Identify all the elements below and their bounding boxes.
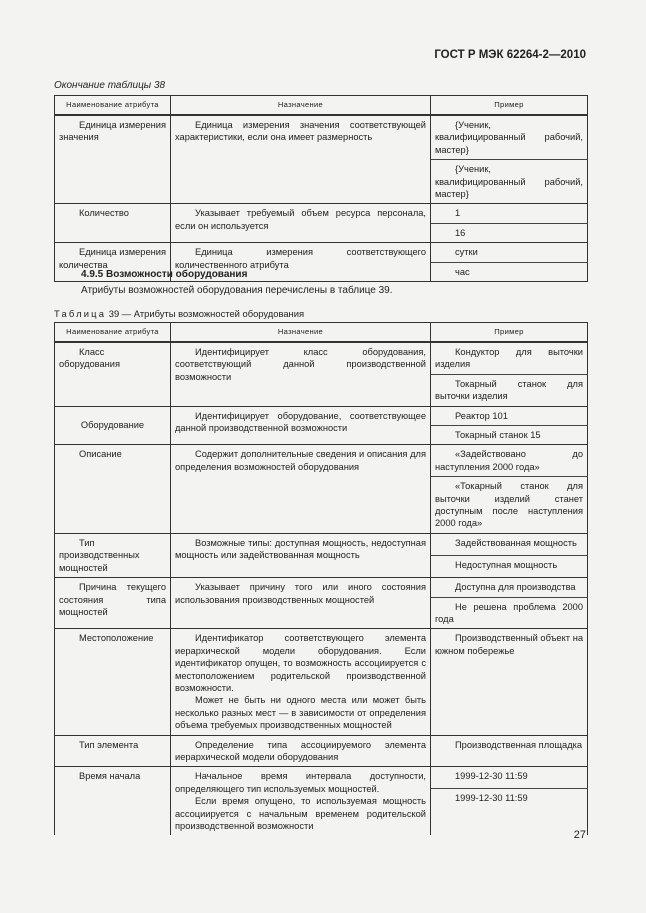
- attribute-example: Производственная площадка: [431, 735, 588, 767]
- table39-caption-label: Таблица: [54, 308, 107, 319]
- attribute-name: Местоположение: [55, 629, 171, 735]
- attribute-example: 16: [431, 223, 588, 242]
- attribute-example: Производственный объект на южном побережье: [431, 629, 588, 735]
- attribute-name: Единица измерения значения: [55, 115, 171, 204]
- table39-caption-text: 39 — Атрибуты возможностей оборудования: [106, 308, 305, 319]
- table-row: [55, 204, 588, 223]
- column-header-purpose: Назначение: [171, 96, 431, 116]
- table-header-row: [55, 96, 588, 116]
- column-header-name: Наименование атрибута: [55, 96, 171, 116]
- table-header-row: [55, 323, 588, 343]
- attribute-purpose: Возможные типы: доступная мощность, недоступная мощность или задействованная мощность: [171, 533, 431, 577]
- attribute-example: «Токарный станок для выточки изделий станет доступным после наступления 2000 года»: [431, 477, 588, 534]
- table-row: [55, 533, 588, 555]
- standard-id: ГОСТ Р МЭК 62264-2—2010: [434, 49, 586, 61]
- attribute-purpose: Единица измерения значения соответствующей характеристики, если она имеет размерность: [171, 115, 431, 204]
- column-header-purpose: Назначение: [171, 323, 431, 343]
- section-paragraph: Атрибуты возможностей оборудования перечислены в таблице 39.: [81, 285, 393, 296]
- table-39: [54, 322, 588, 835]
- column-header-example: Пример: [431, 323, 588, 343]
- attribute-example: {Ученик, квалифицированный рабочий, мастер}: [431, 115, 588, 160]
- attribute-name: Причина текущего состояния типа мощностей: [55, 578, 171, 629]
- table-row: [55, 445, 588, 477]
- attribute-example: Токарный станок для выточки изделия: [431, 374, 588, 406]
- table-row: [55, 767, 588, 789]
- section-title: 4.9.5 Возможности оборудования: [81, 269, 248, 280]
- table-38: [54, 95, 588, 282]
- attribute-example: Не решена проблема 2000 года: [431, 597, 588, 629]
- attribute-example: 1999-12-30 11:59: [431, 789, 588, 836]
- table-row: [55, 629, 588, 735]
- page-number: 27: [573, 829, 586, 841]
- attribute-name: Тип элемента: [55, 735, 171, 767]
- attribute-name: Тип производственных мощностей: [55, 533, 171, 577]
- attribute-example: Задействованная мощность: [431, 533, 588, 555]
- attribute-purpose: Начальное время интервала доступности, определяющего тип используемых мощностей. Если время опущено, то используемая мощность ассоциируется с начальным временем родительской производственной возможности: [171, 767, 431, 836]
- column-header-name: Наименование атрибута: [55, 323, 171, 343]
- attribute-name: Описание: [55, 445, 171, 533]
- attribute-example: Токарный станок 15: [431, 426, 588, 445]
- table-row: [55, 406, 588, 425]
- table38-caption: Окончание таблицы 38: [54, 80, 166, 91]
- table-row: [55, 243, 588, 262]
- attribute-purpose: Идентифицирует оборудование, соответствующее данной производственной возможности: [171, 406, 431, 445]
- attribute-example: Кондуктор для выточки изделия: [431, 342, 588, 374]
- attribute-name: Количество: [55, 204, 171, 243]
- attribute-example: Реактор 101: [431, 406, 588, 425]
- attribute-example: час: [431, 262, 588, 281]
- table-row: [55, 115, 588, 160]
- attribute-example: 1999-12-30 11:59: [431, 767, 588, 789]
- attribute-example: «Задействовано до наступления 2000 года»: [431, 445, 588, 477]
- attribute-purpose: Идентификатор соответствующего элемента иерархической модели оборудования. Если идентификатор опущен, то возможность ассоциируется с местоположением родительской производственной возможности. Может не быть ни одного места или может быть несколько разных мест — в зависимости от определения объема требуемых производственных мощностей: [171, 629, 431, 735]
- table-row: [55, 342, 588, 374]
- attribute-purpose: Определение типа ассоциируемого элемента иерархической модели оборудования: [171, 735, 431, 767]
- attribute-purpose: Единица измерения соответствующего количественного атрибута: [171, 243, 431, 282]
- attribute-name: Класс оборудования: [55, 342, 171, 406]
- table-row: [55, 578, 588, 597]
- attribute-name: Оборудование: [55, 406, 171, 445]
- attribute-name: Единица измерения количества: [55, 243, 171, 282]
- attribute-example: сутки: [431, 243, 588, 262]
- column-header-example: Пример: [431, 96, 588, 116]
- attribute-name: Время начала: [55, 767, 171, 836]
- attribute-purpose: Содержит дополнительные сведения и описания для определения возможностей оборудования: [171, 445, 431, 533]
- attribute-purpose: Указывает причину того или иного состояния использования производственных мощностей: [171, 578, 431, 629]
- attribute-example: 1: [431, 204, 588, 223]
- attribute-example: Доступна для производства: [431, 578, 588, 597]
- attribute-example: {Ученик, квалифицированный рабочий, мастер}: [431, 160, 588, 204]
- attribute-example: Недоступная мощность: [431, 555, 588, 577]
- table39-caption: [54, 308, 304, 319]
- attribute-purpose: Идентифицирует класс оборудования, соответствующий данной производственной возможности: [171, 342, 431, 406]
- attribute-purpose: Указывает требуемый объем ресурса персонала, если он используется: [171, 204, 431, 243]
- table-row: [55, 735, 588, 767]
